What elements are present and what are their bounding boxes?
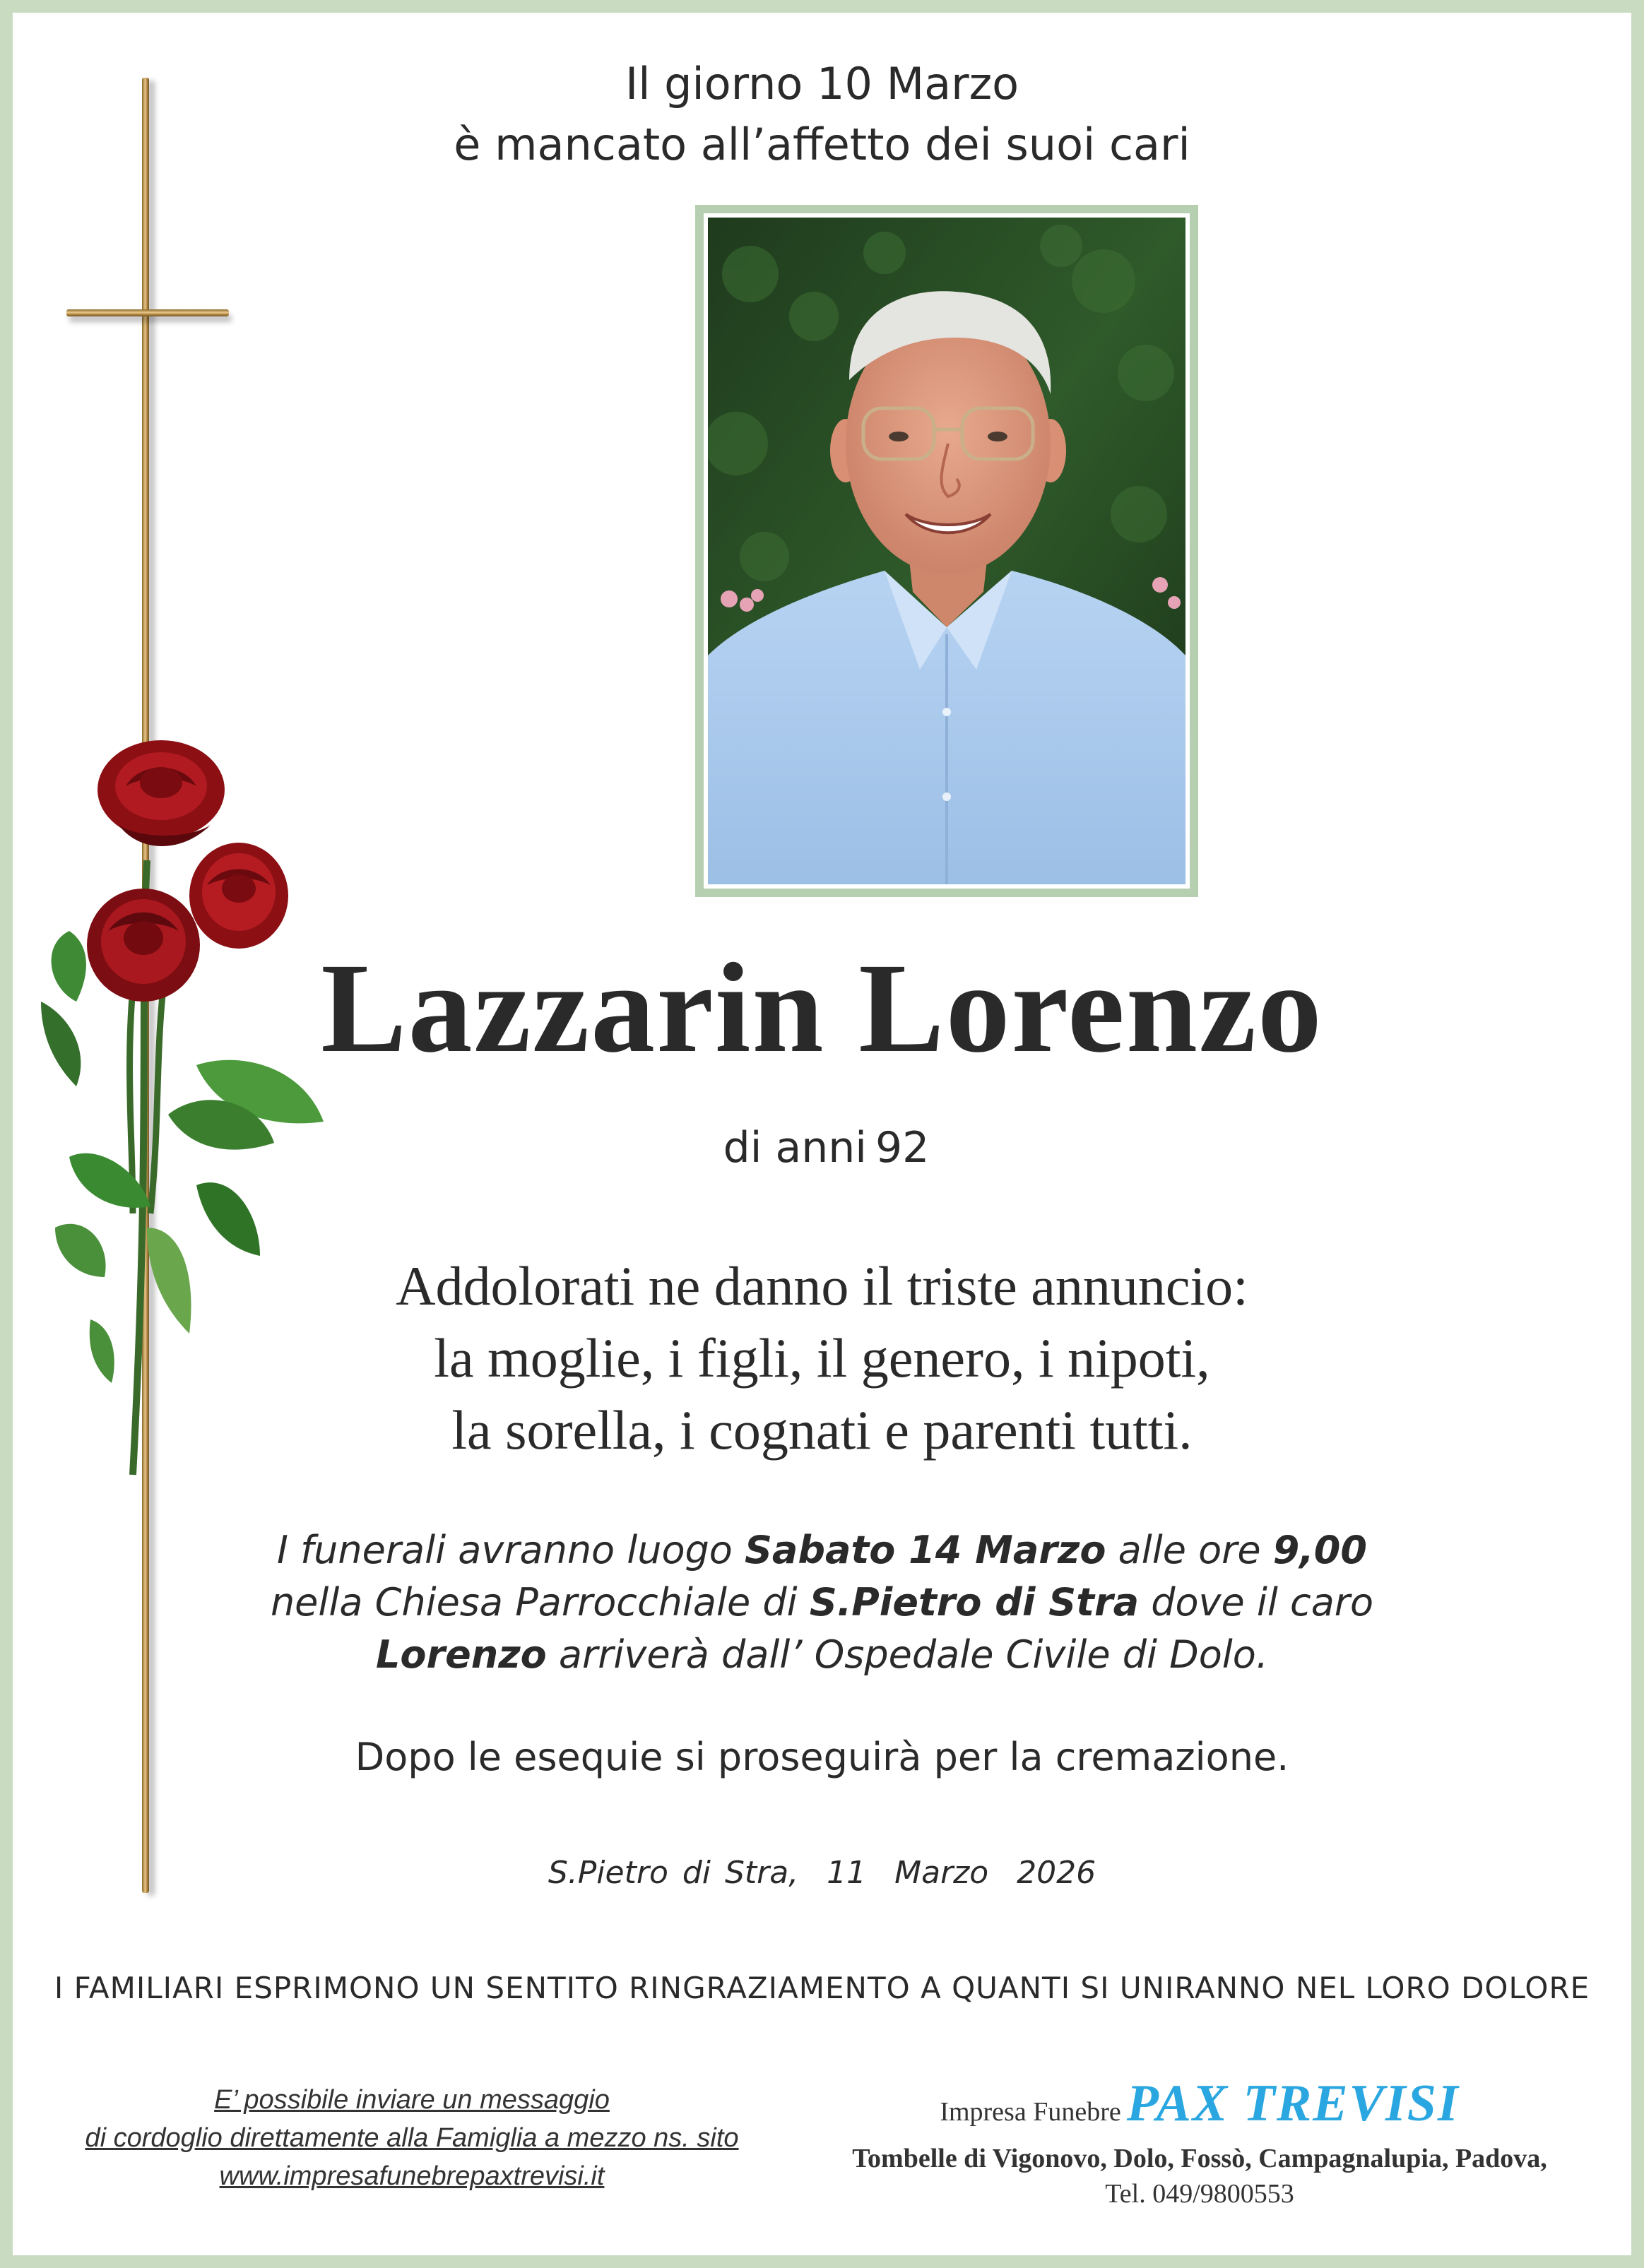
funeral-text: arriverà dall’ Ospedale Civile di Dolo. <box>546 1632 1268 1677</box>
message-line-2: di cordoglio direttamente alla Famiglia a mezzo ns. sito <box>85 2123 739 2153</box>
company-brand: PAX TREVISI <box>1126 2074 1460 2132</box>
company-towns: Tombelle di Vigonovo, Dolo, Fossò, Campagnalupia, Padova, <box>852 2144 1547 2173</box>
intro-text <box>13 54 1631 175</box>
announcement-line-1: Addolorati ne danno il triste annuncio: <box>396 1255 1248 1317</box>
company-prefix: Impresa Funebre <box>940 2097 1121 2127</box>
age-value: 92 <box>875 1123 930 1172</box>
funeral-line-2 <box>13 1577 1631 1629</box>
funeral-line-1 <box>13 1524 1631 1577</box>
announcement-line-2: la moglie, i figli, il genero, i nipoti, <box>434 1327 1210 1389</box>
age-line <box>13 1123 1631 1172</box>
funeral-company <box>797 2075 1602 2211</box>
portrait-photo <box>708 218 1185 884</box>
funeral-deceased-name: Lorenzo <box>376 1632 547 1677</box>
funeral-text: dove il caro <box>1139 1580 1374 1625</box>
deceased-name: Lazzarin Lorenzo <box>321 937 1323 1079</box>
place-date: S.Pietro di Stra, 11 Marzo 2026 <box>548 1855 1096 1891</box>
funeral-text: alle ore <box>1106 1528 1273 1572</box>
announcement-block <box>13 1250 1631 1466</box>
funeral-line-3 <box>13 1629 1631 1681</box>
funeral-text: I funerali avranno luogo <box>277 1528 745 1572</box>
intro-line-1: Il giorno 10 Marzo <box>625 58 1019 109</box>
cross-horizontal-bar <box>66 309 229 316</box>
announcement-line-3: la sorella, i cognati e parenti tutti. <box>451 1399 1193 1461</box>
family-thanks: I FAMILIARI ESPRIMONO UN SENTITO RINGRAZIAMENTO A QUANTI SI UNIRANNO NEL LORO DOLORE <box>54 1971 1590 2005</box>
obituary-sheet <box>13 13 1631 2255</box>
funeral-text: nella Chiesa Parrocchiale di <box>270 1580 810 1625</box>
condolence-message[interactable] <box>41 2081 783 2195</box>
cremation-note: Dopo le esequie si proseguirà per la cremazione. <box>355 1735 1289 1779</box>
website-link[interactable]: www.impresafunebrepaxtrevisi.it <box>219 2161 605 2191</box>
portrait-mat <box>704 213 1190 889</box>
funeral-time: 9,00 <box>1272 1528 1367 1572</box>
company-header <box>797 2075 1602 2140</box>
message-line-1: E’ possibile inviare un messaggio <box>214 2085 610 2115</box>
portrait-frame <box>695 205 1198 897</box>
funeral-place: S.Pietro di Stra <box>809 1580 1140 1625</box>
intro-line-2: è mancato all’affetto dei suoi cari <box>454 119 1190 170</box>
company-phone: Tel. 049/9800553 <box>1105 2179 1294 2209</box>
age-label: di anni <box>723 1123 867 1172</box>
funeral-day: Sabato 14 Marzo <box>745 1528 1106 1572</box>
funeral-details <box>13 1524 1631 1681</box>
